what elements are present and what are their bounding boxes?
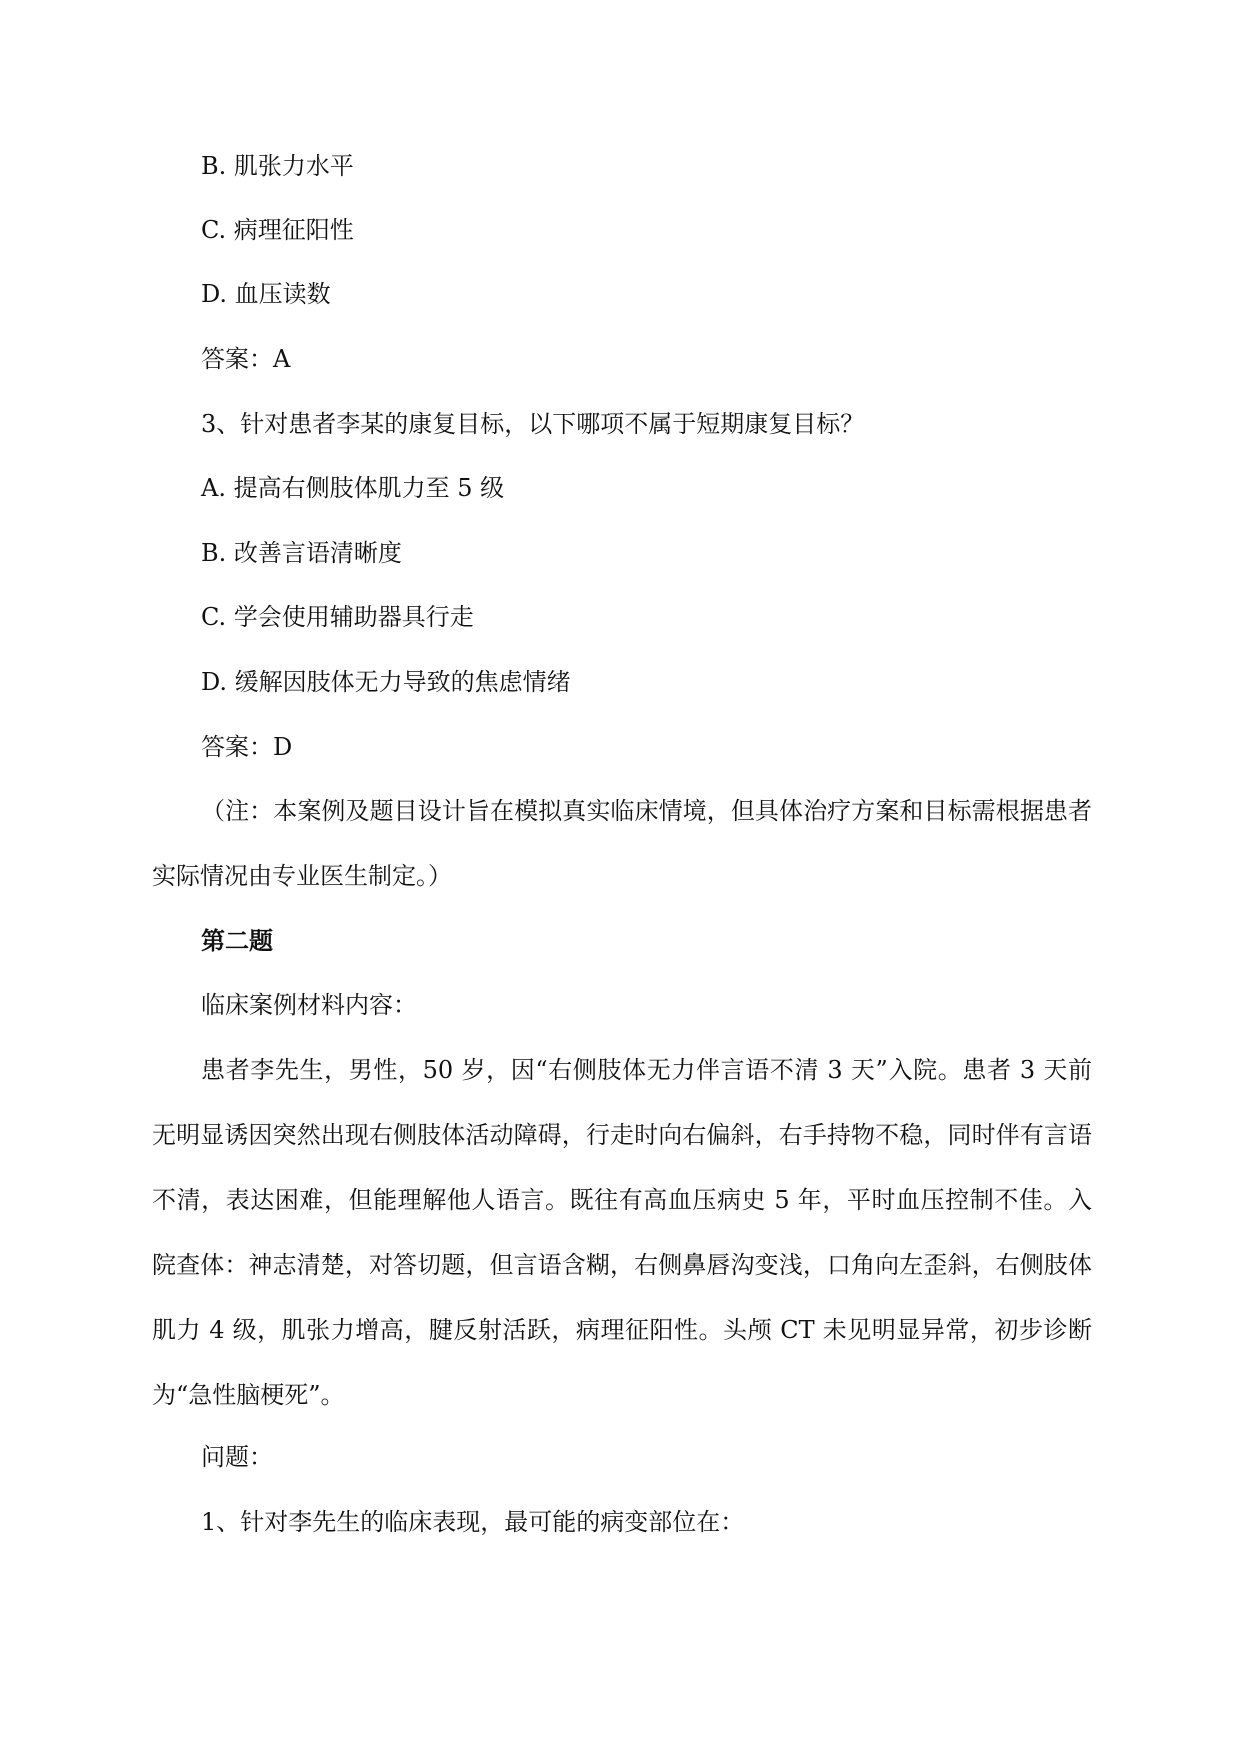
case-paragraph: 患者李先生，男性，50 岁，因“右侧肢体无力伴言语不清 3 天”入院。患者 3 天前无明显诱因突然出现右侧肢体活动障碍，行走时向右偏斜，右手持物不稳，同时伴有言语不清，表达困难，但能理解他人语言。既往有高血压病史 5 年，平时血压控制不佳。入院查体：神志清楚，对答切题，但言语含糊，右侧鼻唇沟变浅，口角向左歪斜，右侧肢体肌力 4 级，肌张力增高，腱反射活跃，病理征阳性。头颅 CT 未见明显异常，初步诊断为“急性脑梗死”。	[152, 1056, 1092, 1409]
material-label: 临床案例材料内容：	[201, 991, 417, 1019]
q3-answer: 答案：D	[201, 733, 293, 761]
section2-q1: 1、针对李先生的临床表现，最可能的病变部位在：	[201, 1508, 745, 1536]
q2-option-b: B. 肌张力水平	[201, 152, 354, 180]
q3-option-b: B. 改善言语清晰度	[201, 539, 402, 567]
q2-option-d: D. 血压读数	[201, 280, 331, 308]
note-paragraph: （注：本案例及题目设计旨在模拟真实临床情境，但具体治疗方案和目标需根据患者实际情况由专业医生制定。）	[152, 797, 1092, 890]
q2-answer: 答案：A	[201, 345, 291, 373]
questions-label: 问题：	[201, 1443, 273, 1471]
q3-option-a: A. 提高右侧肢体肌力至 5 级	[201, 474, 505, 502]
q3-option-c: C. 学会使用辅助器具行走	[201, 603, 474, 631]
q3-question: 3、针对患者李某的康复目标，以下哪项不属于短期康复目标？	[201, 410, 865, 438]
q3-option-d: D. 缓解因肢体无力导致的焦虑情绪	[201, 668, 571, 696]
section-heading: 第二题	[201, 927, 273, 955]
q2-option-c: C. 病理征阳性	[201, 216, 354, 244]
